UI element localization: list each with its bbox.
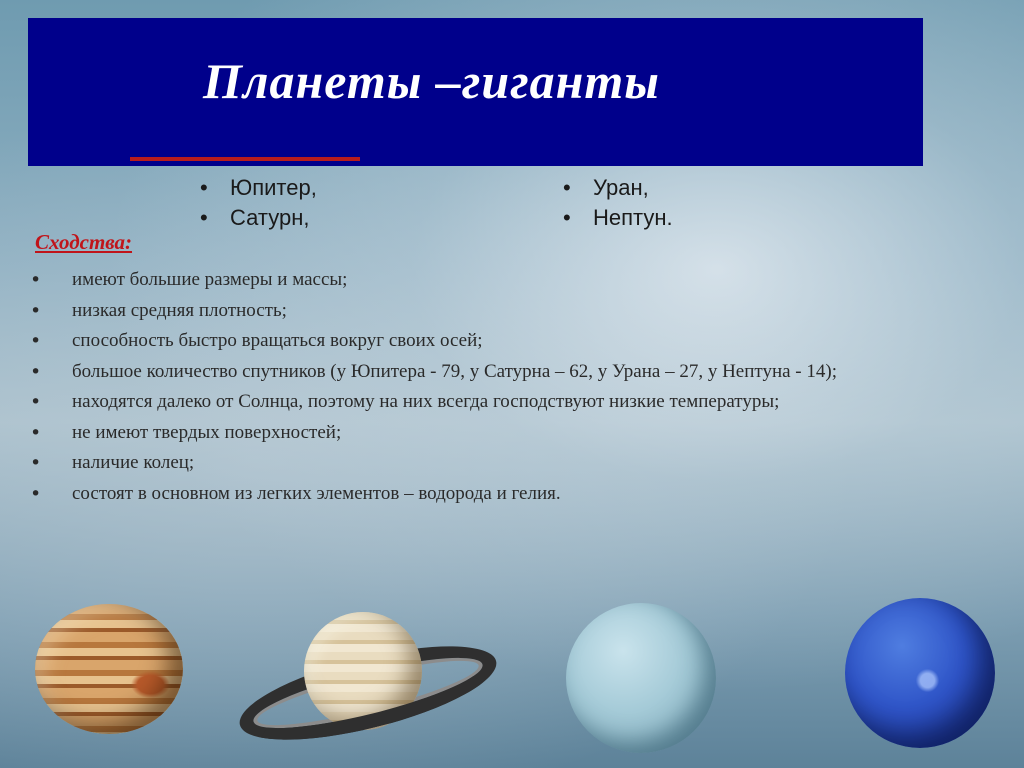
title-banner [28,18,923,166]
list-item: • большое количество спутников (у Юпитера - 79, у Сатурна – 62, у Урана – 27, у Нептуна - 14); [30,357,990,388]
list-item: • Сатурн, [200,205,310,230]
similarities-list [30,265,990,509]
uranus-image [566,603,716,753]
list-item: • имеют большие размеры и массы; [30,265,990,296]
list-item: • низкая средняя плотность; [30,296,990,327]
similarities-heading: Сходства: [35,230,133,254]
list-item: • Уран, [563,175,649,200]
list-item: • не имеют твердых поверхностей; [30,418,990,449]
giant-planets-list-right [563,173,673,233]
decorative-underline [130,157,360,161]
slide-title: Планеты –гиганты [203,53,660,109]
jupiter-image [35,604,183,734]
list-item: • состоят в основном из легких элементов – водорода и гелия. [30,479,990,510]
list-item: • Юпитер, [200,175,317,200]
list-item: • наличие колец; [30,448,990,479]
list-item: • находятся далеко от Солнца, поэтому на них всегда господствуют низкие температуры; [30,387,990,418]
list-item: • способность быстро вращаться вокруг своих осей; [30,326,990,357]
saturn-image [228,606,508,756]
giant-planets-list-left [200,173,317,233]
neptune-image [845,598,995,748]
list-item: • Нептун. [563,205,673,230]
